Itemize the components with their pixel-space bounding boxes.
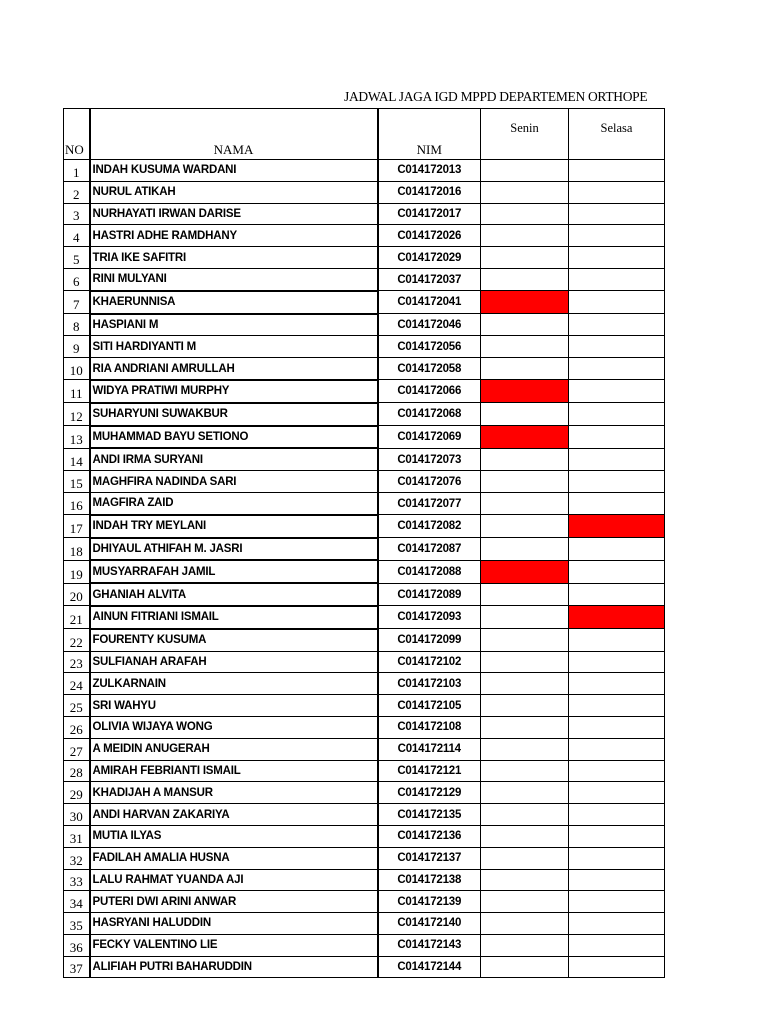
selasa-cell xyxy=(569,760,665,782)
table-row xyxy=(64,847,665,869)
senin-cell xyxy=(481,869,569,891)
row-number: 9 xyxy=(64,336,90,358)
row-number: 35 xyxy=(64,913,90,935)
row-number: 12 xyxy=(64,403,90,426)
student-name: RINI MULYANI xyxy=(90,268,378,290)
senin-cell xyxy=(481,291,569,314)
table-row xyxy=(64,203,665,225)
row-number: 30 xyxy=(64,804,90,826)
senin-cell xyxy=(481,804,569,826)
table-row xyxy=(64,934,665,956)
senin-cell xyxy=(481,825,569,847)
row-number: 26 xyxy=(64,716,90,738)
row-number: 13 xyxy=(64,426,90,449)
student-nim: C014172103 xyxy=(378,673,481,695)
student-name: ANDI IRMA SURYANI xyxy=(90,448,378,470)
table-row xyxy=(64,583,665,606)
student-name: LALU RAHMAT YUANDA AJI xyxy=(90,869,378,891)
student-name: HASPIANI M xyxy=(90,314,378,336)
header-no: NO xyxy=(64,109,90,160)
selasa-cell xyxy=(569,651,665,673)
senin-cell xyxy=(481,560,569,583)
table-row xyxy=(64,492,665,514)
student-name: SITI HARDIYANTI M xyxy=(90,336,378,358)
student-nim: C014172076 xyxy=(378,471,481,493)
table-row xyxy=(64,629,665,651)
senin-cell xyxy=(481,782,569,804)
row-number: 25 xyxy=(64,695,90,717)
table-row xyxy=(64,380,665,403)
student-nim: C014172017 xyxy=(378,203,481,225)
row-number: 14 xyxy=(64,448,90,470)
student-nim: C014172089 xyxy=(378,583,481,606)
selasa-cell xyxy=(569,336,665,358)
student-name: A MEIDIN ANUGERAH xyxy=(90,738,378,760)
senin-cell xyxy=(481,492,569,514)
senin-cell xyxy=(481,538,569,561)
row-number: 1 xyxy=(64,160,90,182)
row-number: 32 xyxy=(64,847,90,869)
selasa-cell xyxy=(569,629,665,651)
student-name: INDAH TRY MEYLANI xyxy=(90,515,378,538)
row-number: 33 xyxy=(64,869,90,891)
student-nim: C014172137 xyxy=(378,847,481,869)
student-nim: C014172135 xyxy=(378,804,481,826)
student-nim: C014172068 xyxy=(378,403,481,426)
student-name: SULFIANAH ARAFAH xyxy=(90,651,378,673)
selasa-cell xyxy=(569,738,665,760)
student-name: MUHAMMAD BAYU SETIONO xyxy=(90,426,378,449)
student-nim: C014172129 xyxy=(378,782,481,804)
table-row xyxy=(64,804,665,826)
student-name: NURHAYATI IRWAN DARISE xyxy=(90,203,378,225)
selasa-cell xyxy=(569,448,665,470)
student-name: INDAH KUSUMA WARDANI xyxy=(90,160,378,182)
row-number: 21 xyxy=(64,606,90,629)
table-row xyxy=(64,913,665,935)
student-nim: C014172102 xyxy=(378,651,481,673)
senin-cell xyxy=(481,695,569,717)
table-row xyxy=(64,782,665,804)
student-name: SUHARYUNI SUWAKBUR xyxy=(90,403,378,426)
table-row xyxy=(64,291,665,314)
student-name: FECKY VALENTINO LIE xyxy=(90,934,378,956)
row-number: 2 xyxy=(64,181,90,203)
selasa-cell xyxy=(569,380,665,403)
senin-cell xyxy=(481,448,569,470)
student-name: PUTERI DWI ARINI ANWAR xyxy=(90,891,378,913)
student-name: FADILAH AMALIA HUSNA xyxy=(90,847,378,869)
selasa-cell xyxy=(569,358,665,380)
senin-cell xyxy=(481,583,569,606)
row-number: 18 xyxy=(64,538,90,561)
selasa-cell xyxy=(569,426,665,449)
table-row xyxy=(64,738,665,760)
row-number: 24 xyxy=(64,673,90,695)
senin-cell xyxy=(481,956,569,978)
table-row xyxy=(64,825,665,847)
table-row xyxy=(64,891,665,913)
table-row xyxy=(64,515,665,538)
header-selasa: Selasa xyxy=(569,109,665,160)
student-nim: C014172099 xyxy=(378,629,481,651)
row-number: 10 xyxy=(64,358,90,380)
row-number: 16 xyxy=(64,492,90,514)
selasa-cell xyxy=(569,869,665,891)
senin-cell xyxy=(481,426,569,449)
table-row xyxy=(64,426,665,449)
table-row xyxy=(64,403,665,426)
student-name: ZULKARNAIN xyxy=(90,673,378,695)
student-nim: C014172087 xyxy=(378,538,481,561)
student-name: ALIFIAH PUTRI BAHARUDDIN xyxy=(90,956,378,978)
selasa-cell xyxy=(569,583,665,606)
table-row xyxy=(64,760,665,782)
table-row xyxy=(64,869,665,891)
senin-cell xyxy=(481,247,569,269)
student-nim: C014172013 xyxy=(378,160,481,182)
row-number: 11 xyxy=(64,380,90,403)
student-name: OLIVIA WIJAYA WONG xyxy=(90,716,378,738)
student-nim: C014172105 xyxy=(378,695,481,717)
selasa-cell xyxy=(569,673,665,695)
senin-cell xyxy=(481,403,569,426)
table-row xyxy=(64,247,665,269)
senin-cell xyxy=(481,934,569,956)
table-row xyxy=(64,448,665,470)
student-nim: C014172046 xyxy=(378,314,481,336)
student-name: ANDI HARVAN ZAKARIYA xyxy=(90,804,378,826)
senin-cell xyxy=(481,160,569,182)
student-nim: C014172121 xyxy=(378,760,481,782)
senin-cell xyxy=(481,651,569,673)
row-number: 6 xyxy=(64,268,90,290)
student-name: MUTIA ILYAS xyxy=(90,825,378,847)
student-name: RIA ANDRIANI AMRULLAH xyxy=(90,358,378,380)
student-nim: C014172138 xyxy=(378,869,481,891)
student-name: DHIYAUL ATHIFAH M. JASRI xyxy=(90,538,378,561)
student-name: KHAERUNNISA xyxy=(90,291,378,314)
senin-cell xyxy=(481,225,569,247)
student-name: NURUL ATIKAH xyxy=(90,181,378,203)
table-row xyxy=(64,538,665,561)
student-nim: C014172066 xyxy=(378,380,481,403)
selasa-cell xyxy=(569,268,665,290)
row-number: 27 xyxy=(64,738,90,760)
senin-cell xyxy=(481,629,569,651)
student-name: AMIRAH FEBRIANTI ISMAIL xyxy=(90,760,378,782)
selasa-cell xyxy=(569,891,665,913)
selasa-cell xyxy=(569,606,665,629)
table-row xyxy=(64,336,665,358)
senin-cell xyxy=(481,380,569,403)
selasa-cell xyxy=(569,934,665,956)
row-number: 36 xyxy=(64,934,90,956)
student-nim: C014172058 xyxy=(378,358,481,380)
student-nim: C014172140 xyxy=(378,913,481,935)
row-number: 22 xyxy=(64,629,90,651)
senin-cell xyxy=(481,314,569,336)
row-number: 7 xyxy=(64,291,90,314)
selasa-cell xyxy=(569,181,665,203)
row-number: 37 xyxy=(64,956,90,978)
selasa-cell xyxy=(569,538,665,561)
senin-cell xyxy=(481,181,569,203)
student-nim: C014172082 xyxy=(378,515,481,538)
table-row xyxy=(64,606,665,629)
senin-cell xyxy=(481,336,569,358)
student-nim: C014172114 xyxy=(378,738,481,760)
document-title: JADWAL JAGA IGD MPPD DEPARTEMEN ORTHOPE xyxy=(344,89,648,104)
student-nim: C014172077 xyxy=(378,492,481,514)
student-name: MUSYARRAFAH JAMIL xyxy=(90,560,378,583)
row-number: 29 xyxy=(64,782,90,804)
table-row xyxy=(64,358,665,380)
student-nim: C014172108 xyxy=(378,716,481,738)
table-row xyxy=(64,314,665,336)
senin-cell xyxy=(481,358,569,380)
senin-cell xyxy=(481,760,569,782)
header-nim: NIM xyxy=(378,109,481,160)
senin-cell xyxy=(481,673,569,695)
senin-cell xyxy=(481,268,569,290)
row-number: 31 xyxy=(64,825,90,847)
schedule-table xyxy=(63,108,665,978)
selasa-cell xyxy=(569,403,665,426)
senin-cell xyxy=(481,515,569,538)
student-nim: C014172056 xyxy=(378,336,481,358)
student-name: WIDYA PRATIWI MURPHY xyxy=(90,380,378,403)
senin-cell xyxy=(481,716,569,738)
row-number: 15 xyxy=(64,471,90,493)
student-nim: C014172037 xyxy=(378,268,481,290)
student-name: AINUN FITRIANI ISMAIL xyxy=(90,606,378,629)
selasa-cell xyxy=(569,847,665,869)
table-row xyxy=(64,160,665,182)
table-row xyxy=(64,560,665,583)
table-row xyxy=(64,471,665,493)
student-name: MAGFIRA ZAID xyxy=(90,492,378,514)
student-name: TRIA IKE SAFITRI xyxy=(90,247,378,269)
selasa-cell xyxy=(569,492,665,514)
table-row xyxy=(64,716,665,738)
selasa-cell xyxy=(569,471,665,493)
table-row xyxy=(64,673,665,695)
selasa-cell xyxy=(569,560,665,583)
student-nim: C014172088 xyxy=(378,560,481,583)
table-row xyxy=(64,225,665,247)
student-nim: C014172029 xyxy=(378,247,481,269)
student-name: KHADIJAH A MANSUR xyxy=(90,782,378,804)
student-nim: C014172144 xyxy=(378,956,481,978)
senin-cell xyxy=(481,847,569,869)
selasa-cell xyxy=(569,515,665,538)
student-name: HASTRI ADHE RAMDHANY xyxy=(90,225,378,247)
row-number: 8 xyxy=(64,314,90,336)
student-nim: C014172041 xyxy=(378,291,481,314)
student-nim: C014172026 xyxy=(378,225,481,247)
selasa-cell xyxy=(569,314,665,336)
selasa-cell xyxy=(569,695,665,717)
selasa-cell xyxy=(569,225,665,247)
header-row xyxy=(64,109,665,160)
student-nim: C014172143 xyxy=(378,934,481,956)
table-row xyxy=(64,181,665,203)
table-row xyxy=(64,268,665,290)
student-nim: C014172139 xyxy=(378,891,481,913)
row-number: 5 xyxy=(64,247,90,269)
senin-cell xyxy=(481,891,569,913)
student-name: GHANIAH ALVITA xyxy=(90,583,378,606)
selasa-cell xyxy=(569,804,665,826)
table-row xyxy=(64,956,665,978)
selasa-cell xyxy=(569,825,665,847)
student-name: SRI WAHYU xyxy=(90,695,378,717)
selasa-cell xyxy=(569,247,665,269)
student-nim: C014172069 xyxy=(378,426,481,449)
row-number: 19 xyxy=(64,560,90,583)
table-row xyxy=(64,695,665,717)
selasa-cell xyxy=(569,160,665,182)
senin-cell xyxy=(481,738,569,760)
row-number: 3 xyxy=(64,203,90,225)
table-row xyxy=(64,651,665,673)
student-nim: C014172093 xyxy=(378,606,481,629)
table-body xyxy=(64,160,665,978)
row-number: 28 xyxy=(64,760,90,782)
selasa-cell xyxy=(569,782,665,804)
selasa-cell xyxy=(569,716,665,738)
senin-cell xyxy=(481,203,569,225)
student-name: FOURENTY KUSUMA xyxy=(90,629,378,651)
student-name: HASRYANI HALUDDIN xyxy=(90,913,378,935)
student-nim: C014172016 xyxy=(378,181,481,203)
row-number: 34 xyxy=(64,891,90,913)
selasa-cell xyxy=(569,291,665,314)
senin-cell xyxy=(481,471,569,493)
row-number: 17 xyxy=(64,515,90,538)
row-number: 4 xyxy=(64,225,90,247)
senin-cell xyxy=(481,606,569,629)
selasa-cell xyxy=(569,913,665,935)
selasa-cell xyxy=(569,203,665,225)
senin-cell xyxy=(481,913,569,935)
header-nama: NAMA xyxy=(90,109,378,160)
row-number: 23 xyxy=(64,651,90,673)
student-nim: C014172073 xyxy=(378,448,481,470)
selasa-cell xyxy=(569,956,665,978)
student-name: MAGHFIRA NADINDA SARI xyxy=(90,471,378,493)
header-senin: Senin xyxy=(481,109,569,160)
row-number: 20 xyxy=(64,583,90,606)
student-nim: C014172136 xyxy=(378,825,481,847)
